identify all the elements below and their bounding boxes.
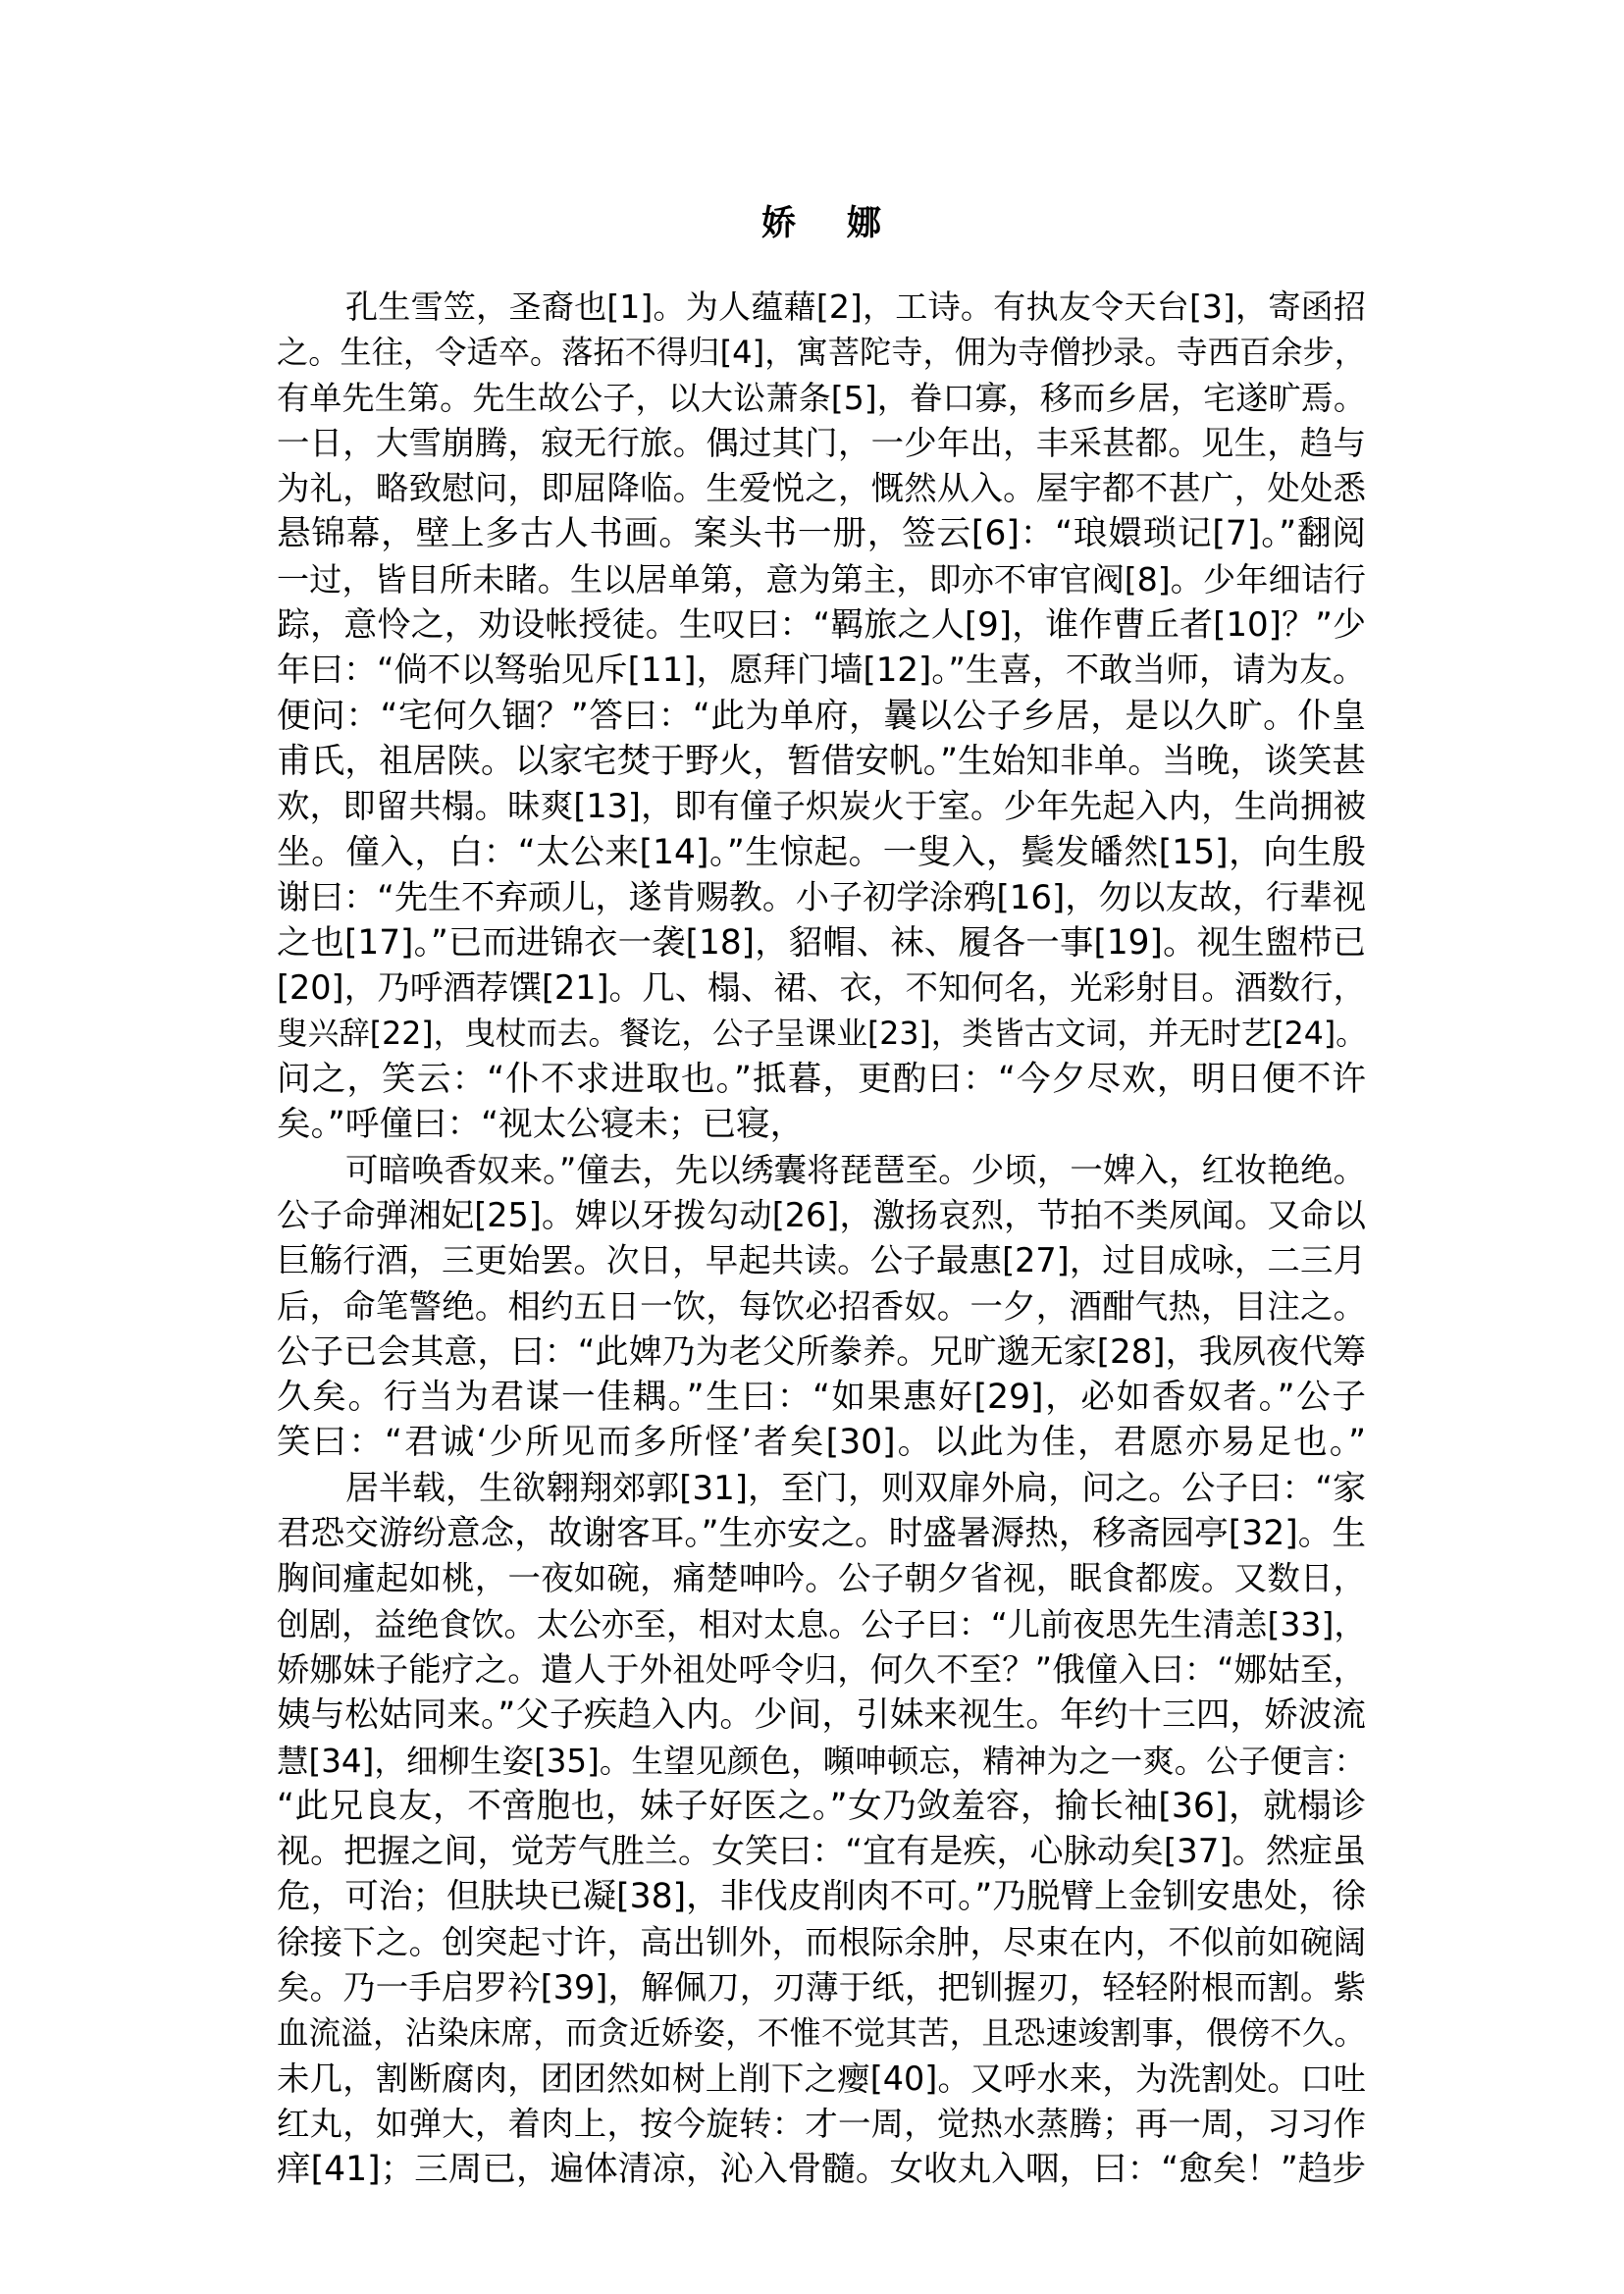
text-line: 叟兴辞[22]，曳杖而去。餐讫，公子呈课业[23]，类皆古文词，并无时艺[24]。 — [277, 1016, 1367, 1052]
text-line: 红丸，如弹大，着肉上，按今旋转：才一周，觉热水蒸腾；再一周，习习作 — [277, 2104, 1366, 2143]
text-line: 问之，笑云：“仆不求进取也。”抵暮，更酌曰：“今夕尽欢，明日便不许 — [277, 1060, 1366, 1100]
text-line: 娇娜妹子能疗之。遣人于外祖处呼令归，何久不至？”俄僮入曰：“娜姑至， — [277, 1649, 1366, 1689]
text-line: 君恐交游纷意念，故谢客耳。”生亦安之。时盛暑溽热，移斋园亭[32]。生 — [277, 1514, 1366, 1554]
text-line: 未几，割断腐肉，团团然如树上削下之瘿[40]。又呼水来，为洗割处。口吐 — [277, 2059, 1366, 2098]
text-line: “此兄良友，不啻胞也，妹子好医之。”女乃敛羞容，揄长袖[36]，就榻诊 — [277, 1786, 1366, 1826]
document-page — [277, 0, 1366, 2294]
text-line: 为礼，略致慰问，即屈降临。生爱悦之，慨然从入。屋宇都不甚广，处处悉 — [277, 469, 1366, 508]
text-line: 之也[17]。”已而进锦衣一袭[18]，貂帽、袜、履各一事[19]。视生盥栉已 — [277, 923, 1366, 964]
text-line: 孔生雪笠，圣裔也[1]。为人蕴藉[2]，工诗。有执友令天台[3]，寄函招 — [345, 287, 1366, 326]
text-line: 可暗唤香奴来。”僮去，先以绣囊将琵琶至。少顷，一婢入，红妆艳绝。 — [345, 1150, 1366, 1189]
text-line: 便问：“宅何久锢？”答曰：“此为单府，曩以公子乡居，是以久旷。仆皇 — [277, 696, 1366, 736]
text-line: 欢，即留共榻。昧爽[13]，即有僮子炽炭火于室。少年先起入内，生尚拥被 — [277, 787, 1366, 826]
text-line: 一日，大雪崩腾，寂无行旅。偶过其门，一少年出，丰采甚都。见生，趋与 — [277, 423, 1366, 462]
article-body — [277, 285, 1366, 2192]
text-line: 久矣。行当为君谋一佳耦。”生曰：“如果惠好[29]，必如香奴者。”公子 — [277, 1378, 1366, 1418]
text-line: 踪，意怜之，劝设帐授徒。生叹曰：“羁旅之人[9]，谁作曹丘者[10]？”少 — [277, 605, 1366, 646]
text-line: 矣。”呼僮曰：“视太公寝未；已寝， — [277, 1105, 805, 1145]
text-line: 姨与松姑同来。”父子疾趋入内。少间，引妹来视生。年约十三四，娇波流 — [277, 1695, 1366, 1736]
text-line: 年曰：“倘不以驽骀见斥[11]，愿拜门墙[12]。”生喜，不敢当师，请为友。 — [277, 651, 1366, 691]
text-line: 坐。僮入，白：“太公来[14]。”生惊起。一叟入，鬓发皤然[15]，向生殷 — [277, 832, 1366, 872]
text-line: [20]，乃呼酒荐馔[21]。几、榻、裙、衣，不知何名，光彩射目。酒数行， — [277, 968, 1366, 1008]
title-char-1: 娇 — [760, 203, 796, 243]
text-line: 谢曰：“先生不弃顽儿，遂肯赐教。小子初学涂鸦[16]，勿以友故，行辈视 — [277, 877, 1366, 917]
text-line: 巨觞行酒，三更始罢。次日，早起共读。公子最惠[27]，过目成咏，二三月 — [277, 1241, 1366, 1280]
text-line: 有单先生第。先生故公子，以大讼萧条[5]，眷口寡，移而乡居，宅遂旷焉。 — [277, 378, 1366, 417]
text-line: 公子已会其意，曰：“此婢乃为老父所豢养。兄旷邈无家[28]，我夙夜代筹 — [277, 1331, 1366, 1372]
text-line: 悬锦幕，壁上多古人书画。案头书一册，签云[6]：“琅嬛琐记[7]。”翻阅 — [277, 514, 1366, 554]
text-line: 痒[41]；三周已，遍体清凉，沁入骨髓。女收丸入咽，曰：“愈矣！”趋步 — [277, 2150, 1366, 2190]
text-line: 之。生往，令适卒。落拓不得归[4]，寓菩陀寺，佣为寺僧抄录。寺西百余步， — [277, 334, 1366, 372]
text-line: 徐接下之。创突起寸许，高出钏外，而根际余肿，尽束在内，不似前如碗阔 — [277, 1922, 1366, 1961]
title-char-2: 娜 — [847, 203, 882, 243]
text-line: 后，命笔警绝。相约五日一饮，每饮必招香奴。一夕，酒酣气热，目注之。 — [277, 1286, 1366, 1326]
text-line: 居半载，生欲翱翔郊郭[31]，至门，则双扉外扃，问之。公子曰：“家 — [345, 1468, 1366, 1508]
text-line: 胸间瘇起如桃，一夜如碗，痛楚呻吟。公子朝夕省视，眠食都废。又数日， — [277, 1559, 1366, 1598]
text-line: 血流溢，沾染床席，而贪近娇姿，不惟不觉其苦，且恐速竣割事，偎傍不久。 — [277, 2014, 1366, 2053]
text-line: 一过，皆目所未睹。生以居单第，意为第主，即亦不审官阀[8]。少年细诘行 — [277, 559, 1366, 599]
text-line: 笑曰：“君诚‘少所见而多所怪’者矣[30]。以此为佳，君愿亦易足也。” — [277, 1423, 1366, 1463]
text-line: 危，可治；但肤块已凝[38]，非伐皮削肉不可。”乃脱臂上金钏安患处，徐 — [277, 1877, 1366, 1917]
text-line: 创剧，益绝食饮。太公亦至，相对太息。公子曰：“儿前夜思先生清恙[33]， — [277, 1604, 1367, 1643]
text-line: 矣。乃一手启罗衿[39]，解佩刀，刃薄于纸，把钏握刃，轻轻附根而割。紫 — [277, 1967, 1366, 2007]
page-title — [277, 200, 1366, 247]
text-line: 甫氏，祖居陕。以家宅焚于野火，暂借安帆。”生始知非单。当晚，谈笑甚 — [277, 741, 1366, 781]
text-line: 慧[34]，细柳生姿[35]。生望见颜色，嚬呻顿忘，精神为之一爽。公子便言： — [277, 1742, 1366, 1780]
text-line: 公子命弹湘妃[25]。婢以牙拨勾动[26]，激扬哀烈，节拍不类夙闻。又命以 — [277, 1195, 1366, 1234]
text-line: 视。把握之间，觉芳气胜兰。女笑曰：“宜有是疾，心脉动矣[37]。然症虽 — [277, 1832, 1366, 1872]
